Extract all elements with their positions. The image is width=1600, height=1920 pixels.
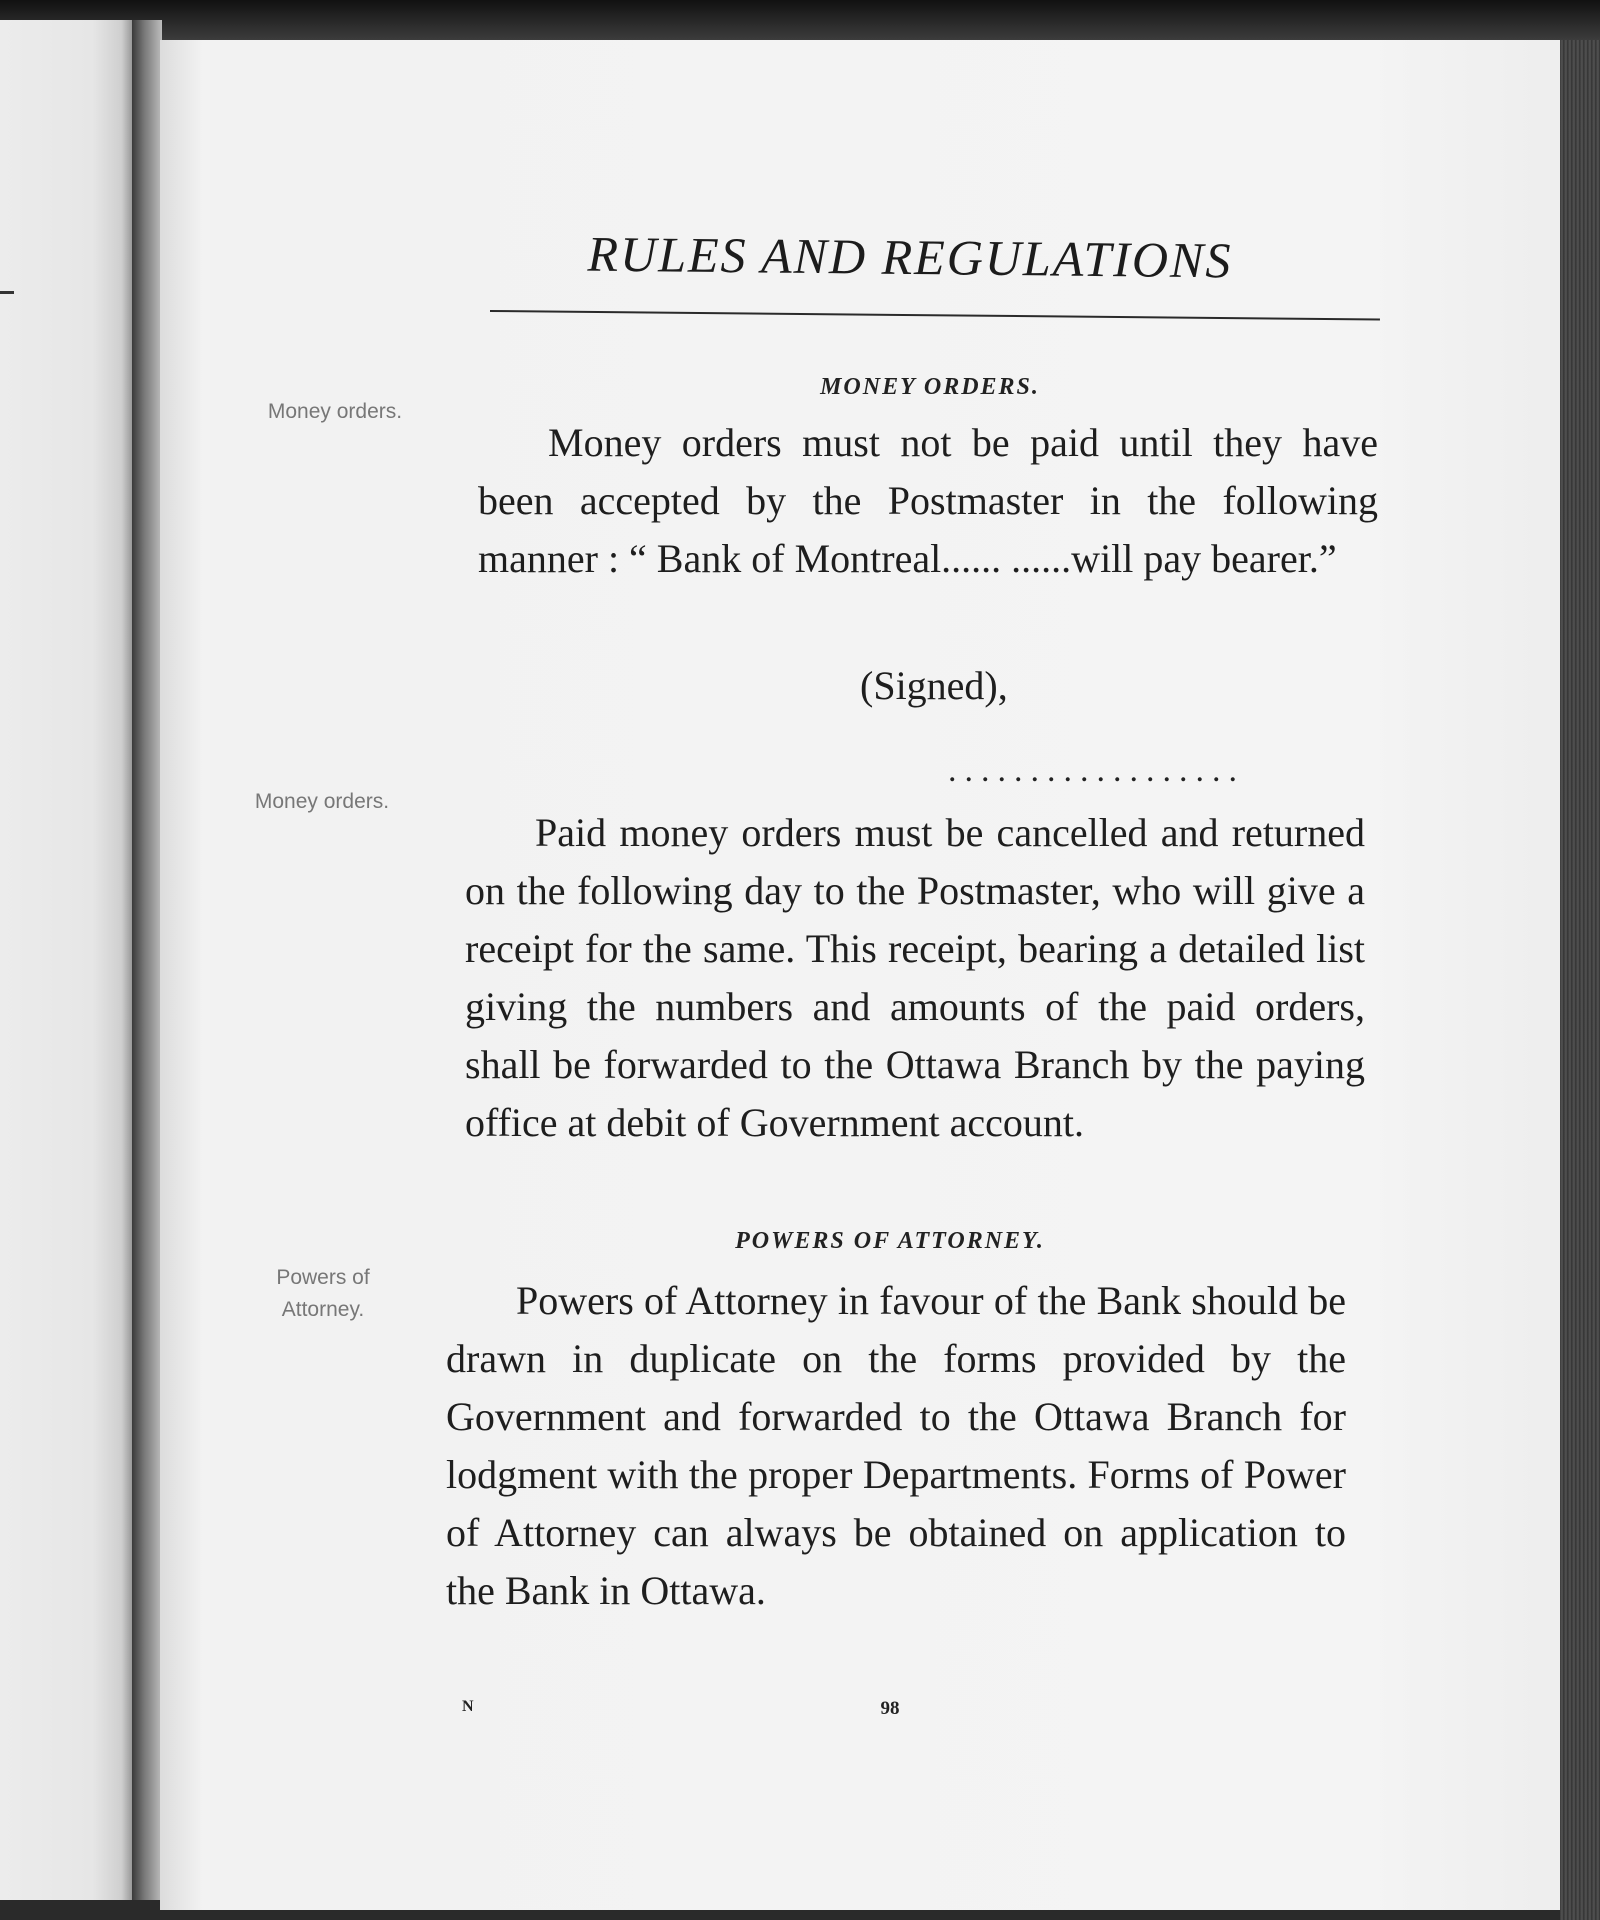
signature-dotted-line: ..................: [948, 752, 1245, 789]
margin-note-money-orders-2: Money orders.: [254, 790, 390, 813]
top-shadow: [0, 0, 1600, 40]
book-gutter: [132, 20, 162, 1900]
signature-mark: N: [462, 1698, 474, 1715]
section-title-powers-of-attorney: POWERS OF ATTORNEY.: [735, 1228, 1045, 1254]
margin-note-powers-of-attorney: Powers of Attorney.: [276, 1266, 370, 1321]
paragraph-powers-of-attorney: Powers of Attorney in favour of the Bank should be drawn in duplicate on the forms provided by the Government and forwarded to the Ottawa Branch for lodgment with the proper Departments. Forms of Power of Attorney can always be obtained on application to the Bank in Ottawa.: [446, 1278, 1346, 1613]
running-head: RULES AND REGULATIONS: [587, 225, 1233, 289]
left-page-mark: [0, 291, 14, 294]
section-title-money-orders: MONEY ORDERS.: [820, 374, 1040, 400]
margin-note-money-orders: Money orders.: [267, 400, 403, 423]
page-number: 98: [880, 1698, 900, 1719]
paragraph-paid-money-orders: Paid money orders must be cancelled and returned on the following day to the Postmaster, who will give a receipt for the same. This receipt, bearing a detailed list giving the numbers and amounts of the paid orders, shall be forwarded to the Ottawa Branch by the paying office at debit of Government account.: [465, 810, 1365, 1145]
paragraph-money-orders-acceptance: Money orders must not be paid until they have been accepted by the Postmaster in the following manner : “ Bank of Montreal...... ......will pay bearer.”: [478, 420, 1378, 581]
left-facing-page: [0, 20, 132, 1900]
signed-label: (Signed),: [860, 663, 1008, 708]
page-fore-edge: [1560, 40, 1600, 1920]
